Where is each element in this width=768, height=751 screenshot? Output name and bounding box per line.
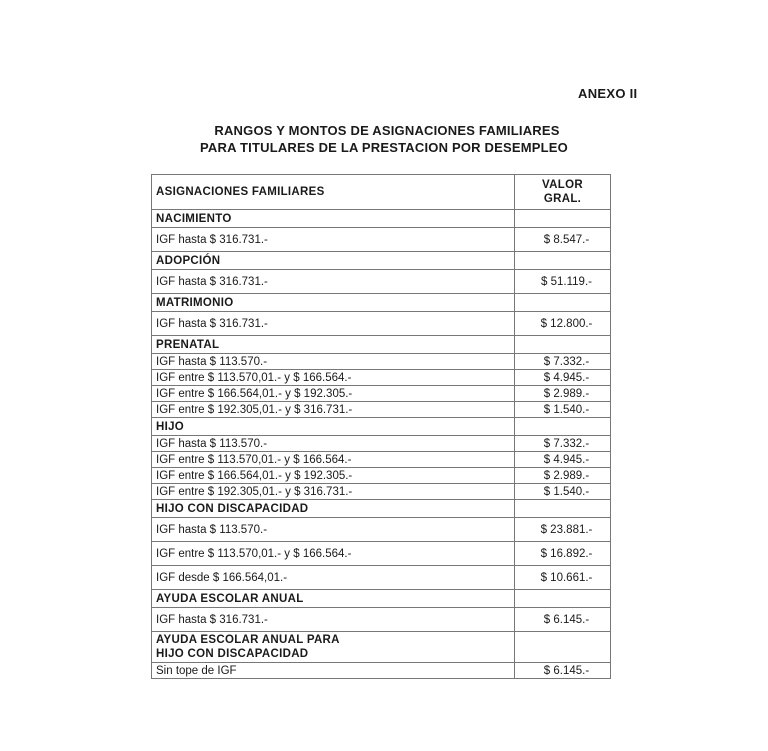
section-row [152,500,611,518]
empty-cell [515,210,611,228]
section-row [152,336,611,354]
range-cell: IGF hasta $ 113.570.- [152,436,515,452]
value-cell: $ 6.145.- [515,608,611,632]
header-valor [515,175,611,210]
table-row [152,370,611,386]
header-asignaciones: ASIGNACIONES FAMILIARES [152,175,515,210]
section-hijo: HIJO [152,418,515,436]
range-cell: IGF entre $ 192.305,01.- y $ 316.731.- [152,484,515,500]
value-cell: $ 8.547.- [515,228,611,252]
range-cell: IGF entre $ 166.564,01.- y $ 192.305.- [152,386,515,402]
value-cell: $ 7.332.- [515,436,611,452]
section-row [152,590,611,608]
section-nacimiento: NACIMIENTO [152,210,515,228]
header-valor-line1: VALOR [542,179,583,191]
value-cell: $ 4.945.- [515,452,611,468]
section-row [152,294,611,312]
section-ayuda-escolar-discapacidad [152,632,515,663]
range-cell: IGF entre $ 113.570,01.- y $ 166.564.- [152,452,515,468]
range-cell: IGF entre $ 113.570,01.- y $ 166.564.- [152,370,515,386]
table-row [152,354,611,370]
section-row [152,252,611,270]
table-row [152,518,611,542]
empty-cell [515,418,611,436]
range-cell: IGF hasta $ 316.731.- [152,228,515,252]
table-row [152,436,611,452]
table-row [152,402,611,418]
section-prenatal: PRENATAL [152,336,515,354]
range-cell: IGF entre $ 192.305,01.- y $ 316.731.- [152,402,515,418]
value-cell: $ 2.989.- [515,468,611,484]
value-cell: $ 16.892.- [515,542,611,566]
section-row [152,418,611,436]
document-title [0,122,768,156]
value-cell: $ 12.800.- [515,312,611,336]
section-row [152,210,611,228]
value-cell: $ 10.661.- [515,566,611,590]
table-row [152,484,611,500]
range-cell: IGF entre $ 166.564,01.- y $ 192.305.- [152,468,515,484]
table-header-row [152,175,611,210]
value-cell: $ 51.119.- [515,270,611,294]
range-cell: IGF hasta $ 316.731.- [152,270,515,294]
allowances-table [151,174,611,679]
annex-label: ANEXO II [578,86,638,101]
range-cell: IGF hasta $ 316.731.- [152,312,515,336]
range-cell: IGF hasta $ 316.731.- [152,608,515,632]
value-cell: $ 6.145.- [515,663,611,679]
title-line-2: PARA TITULARES DE LA PRESTACION POR DESEMPLEO [200,140,568,155]
table-row [152,608,611,632]
header-valor-line2: GRAL. [543,193,582,205]
section-matrimonio: MATRIMONIO [152,294,515,312]
table-row [152,468,611,484]
value-cell: $ 1.540.- [515,402,611,418]
table-row [152,228,611,252]
value-cell: $ 2.989.- [515,386,611,402]
table-row [152,270,611,294]
table-row [152,566,611,590]
section-hijo-discapacidad: HIJO CON DISCAPACIDAD [152,500,515,518]
range-cell: Sin tope de IGF [152,663,515,679]
section-ayuda-escolar: AYUDA ESCOLAR ANUAL [152,590,515,608]
empty-cell [515,500,611,518]
value-cell: $ 1.540.- [515,484,611,500]
empty-cell [515,336,611,354]
value-cell: $ 23.881.- [515,518,611,542]
table-row [152,452,611,468]
section-adopcion: ADOPCIÓN [152,252,515,270]
table-row [152,663,611,679]
table-row [152,386,611,402]
empty-cell [515,252,611,270]
range-cell: IGF hasta $ 113.570.- [152,518,515,542]
table-row [152,312,611,336]
value-cell: $ 4.945.- [515,370,611,386]
value-cell: $ 7.332.- [515,354,611,370]
range-cell: IGF entre $ 113.570,01.- y $ 166.564.- [152,542,515,566]
range-cell: IGF desde $ 166.564,01.- [152,566,515,590]
section-row [152,632,611,663]
section-line-1: AYUDA ESCOLAR ANUAL PARA [156,634,340,646]
table-row [152,542,611,566]
empty-cell [515,294,611,312]
range-cell: IGF hasta $ 113.570.- [152,354,515,370]
empty-cell [515,632,611,663]
section-line-2: HIJO CON DISCAPACIDAD [156,648,309,660]
empty-cell [515,590,611,608]
title-line-1: RANGOS Y MONTOS DE ASIGNACIONES FAMILIARES [214,123,560,138]
